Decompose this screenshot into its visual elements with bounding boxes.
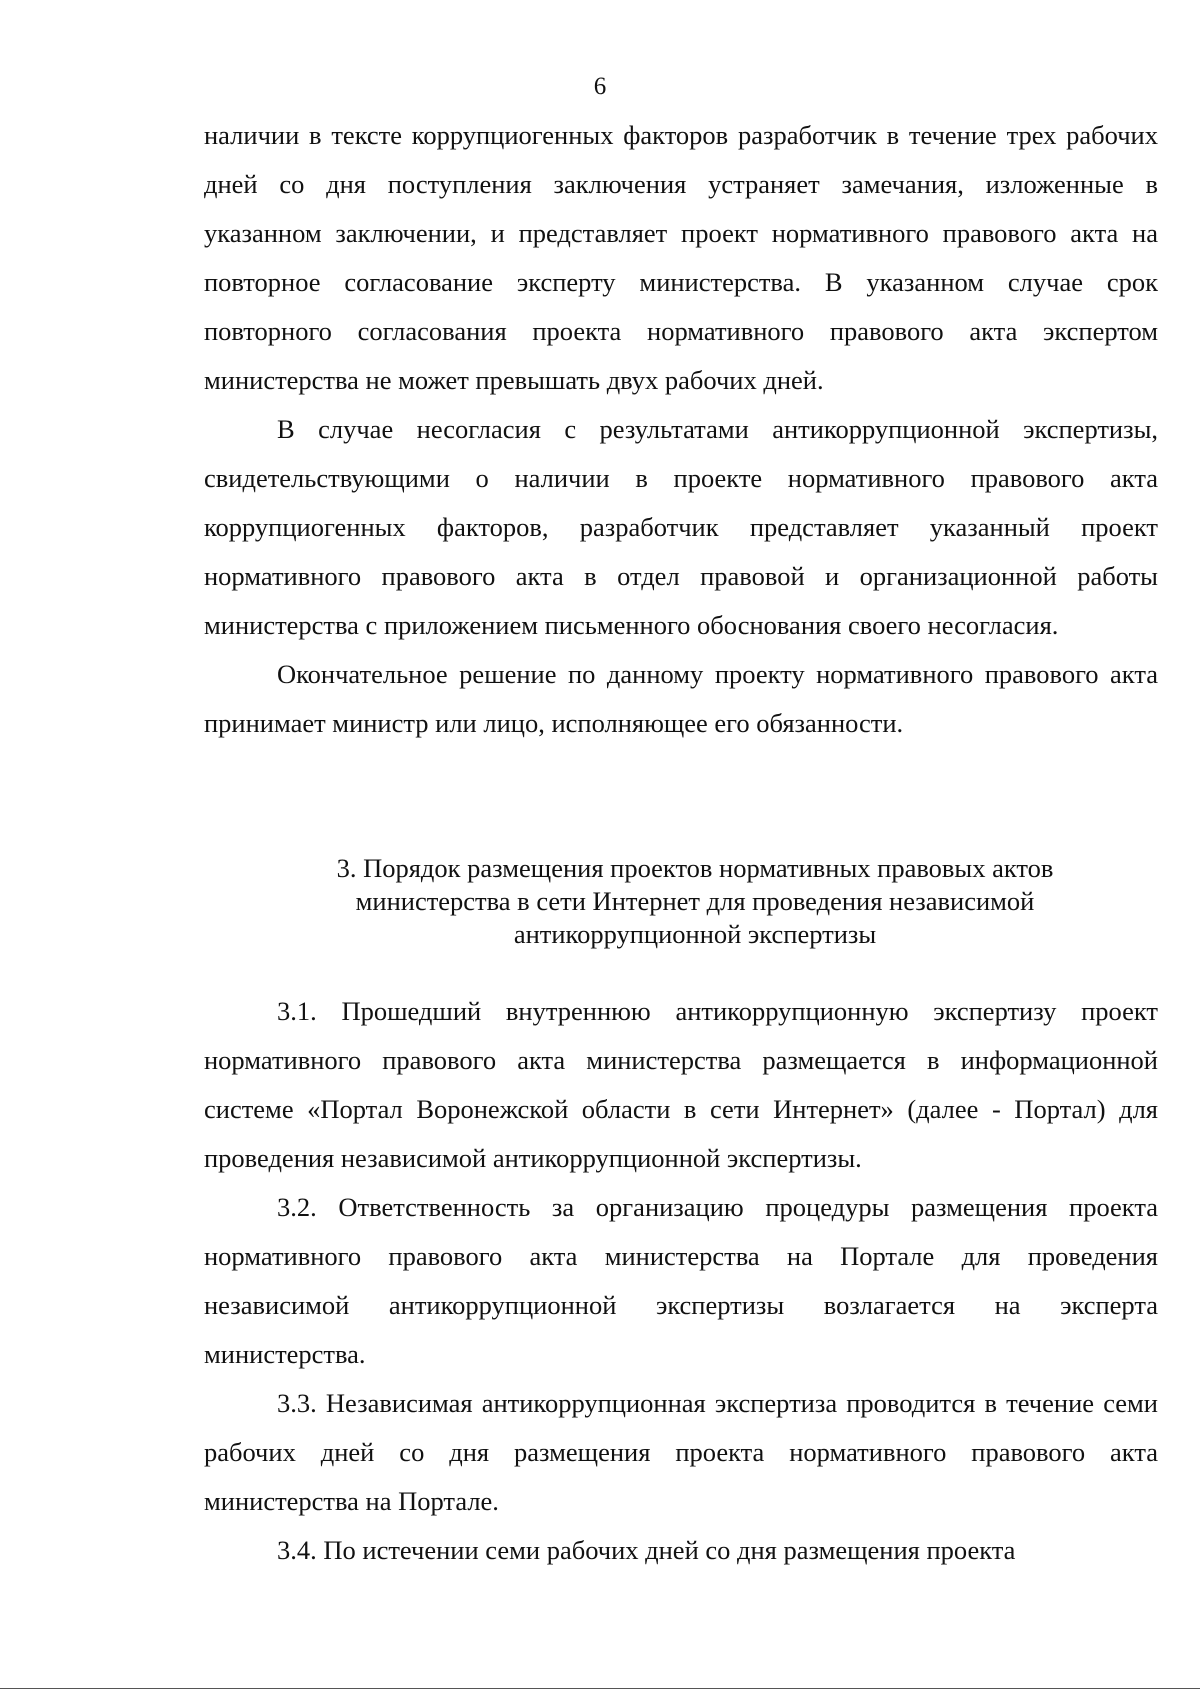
paragraph-final-decision: Окончательное решение по данному проекту нормативного правового акта принимает министр или лицо, исполняющее его обязанности. (204, 659, 1158, 738)
section-heading-line-2: министерства в сети Интернет для проведения независимой (355, 886, 1035, 916)
paragraph-3-4: 3.4. По истечении семи рабочих дней со дня размещения проекта (277, 1535, 1016, 1565)
section-heading-line-1: 3. Порядок размещения проектов нормативных правовых актов (336, 853, 1054, 883)
section-heading-line-3: антикоррупционной экспертизы (513, 919, 877, 949)
paragraph-3-1: 3.1. Прошедший внутреннюю антикоррупционную экспертизу проект нормативного правового акта министерства размещается в информационной системе «Портал Воронежской области в сети Интернет» (далее - Портал) для проведения независимой антикоррупционной экспертизы. (204, 996, 1158, 1173)
paragraph-continuation: наличии в тексте коррупциогенных факторов разработчик в течение трех рабочих дней со дня поступления заключения устраняет замечания, изложенные в указанном заключении, и представляет проект нормативного правового акта на повторное согласование эксперту министерства. В указанном случае срок повторного согласования проекта нормативного правового акта экспертом министерства не может превышать двух рабочих дней. (204, 120, 1158, 395)
section-heading (300, 852, 1090, 951)
paragraph-disagreement: В случае несогласия с результатами антикоррупционной экспертизы, свидетельствующими о наличии в проекте нормативного правового акта коррупциогенных факторов, разработчик представляет указанный проект нормативного правового акта в отдел правовой и организационной работы министерства с приложением письменного обоснования своего несогласия. (204, 414, 1158, 640)
body-text-section (204, 987, 1158, 1575)
page-bottom-rule (0, 1688, 1200, 1689)
page-number: 6 (593, 73, 607, 100)
body-text-top (204, 111, 1158, 748)
paragraph-3-2: 3.2. Ответственность за организацию процедуры размещения проекта нормативного правового акта министерства на Портале для проведения независимой антикоррупционной экспертизы возлагается на эксперта министерства. (204, 1192, 1158, 1369)
paragraph-3-3: 3.3. Независимая антикоррупционная экспертиза проводится в течение семи рабочих дней со дня размещения проекта нормативного правового акта министерства на Портале. (204, 1388, 1158, 1516)
